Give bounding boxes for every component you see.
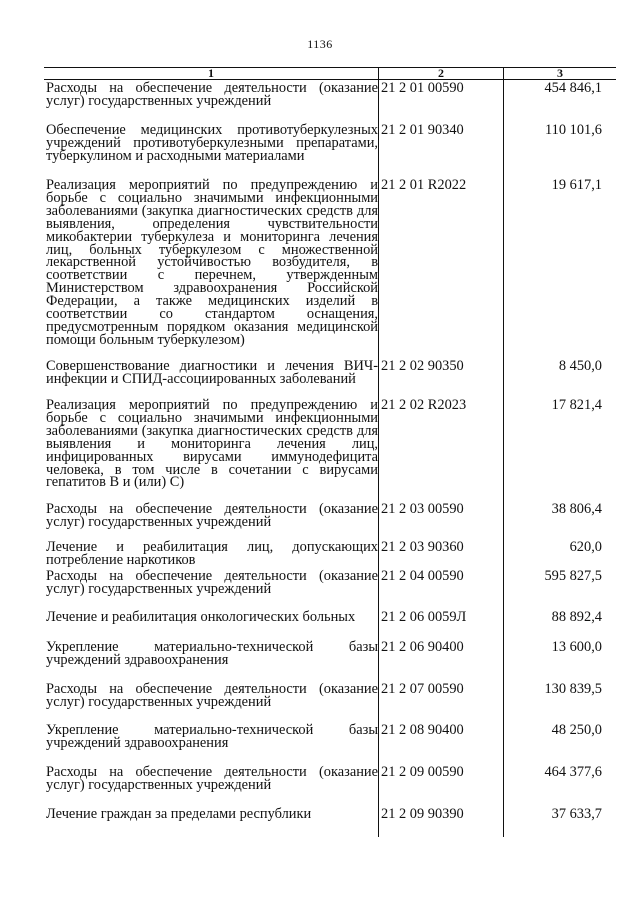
row-name: Лечение и реабилитация онкологических больных xyxy=(46,609,356,625)
row-code: 21 2 03 90360 xyxy=(381,539,464,555)
row-name: Лечение и реабилитация лиц, допускающих потребление наркотиков xyxy=(46,539,378,568)
row-amount: 88 892,4 xyxy=(551,609,602,625)
row-name: Укрепление материально-технической базы учреждений здравоохранения xyxy=(46,639,378,668)
row-name: Совершенствование диагностики и лечения ВИЧ-инфекции и СПИД-ассоциированных заболеваний xyxy=(46,358,378,387)
row-code: 21 2 04 00590 xyxy=(381,568,464,584)
row-name: Расходы на обеспечение деятельности (оказание услуг) государственных учреждений xyxy=(46,568,378,597)
row-name: Лечение граждан за пределами республики xyxy=(46,806,312,822)
row-amount: 130 839,5 xyxy=(544,681,602,697)
row-amount: 17 821,4 xyxy=(551,397,602,413)
row-name: Реализация мероприятий по предупреждению и борьбе с социально значимыми инфекционными заболеваниями (закупка диагностических средств для выявления, определения чувствительности микобактерии туберкулеза и мониторинга лечения лиц, больных туберкулезом с множественной лекарственной устойчивостью возбудителя, в соответствии с перечнем, утвержденным Министерством здравоохранения Российской Федерации, а также медицинских изделий в соответствии со стандартом оснащения, предусмотренным порядком оказания медицинской помощи больным туберкулезом) xyxy=(46,177,378,348)
column-divider-2 xyxy=(503,67,504,837)
row-amount: 13 600,0 xyxy=(551,639,602,655)
row-code: 21 2 02 90350 xyxy=(381,358,464,374)
row-name: Обеспечение медицинских противотуберкулезных учреждений противотуберкулезными препаратами, туберкулином и расходными материалами xyxy=(46,122,378,164)
row-code: 21 2 06 0059Л xyxy=(381,609,467,625)
column-header-code: 2 xyxy=(438,66,444,80)
row-amount: 595 827,5 xyxy=(544,568,602,584)
column-divider-1 xyxy=(378,67,379,837)
row-code: 21 2 07 00590 xyxy=(381,681,464,697)
row-name: Укрепление материально-технической базы учреждений здравоохранения xyxy=(46,722,378,751)
row-code: 21 2 09 90390 xyxy=(381,806,464,822)
row-amount: 38 806,4 xyxy=(551,501,602,517)
row-amount: 110 101,6 xyxy=(544,122,602,138)
row-amount: 620,0 xyxy=(569,539,602,555)
row-code: 21 2 09 00590 xyxy=(381,764,464,780)
row-amount: 19 617,1 xyxy=(551,177,602,193)
row-code: 21 2 01 90340 xyxy=(381,122,464,138)
row-name: Расходы на обеспечение деятельности (оказание услуг) государственных учреждений xyxy=(46,764,378,793)
row-code: 21 2 08 90400 xyxy=(381,722,464,738)
column-header-amount: 3 xyxy=(557,66,563,80)
row-code: 21 2 06 90400 xyxy=(381,639,464,655)
row-amount: 37 633,7 xyxy=(551,806,602,822)
row-name: Расходы на обеспечение деятельности (оказание услуг) государственных учреждений xyxy=(46,681,378,710)
budget-table xyxy=(44,67,616,837)
column-header-name: 1 xyxy=(208,66,214,80)
row-amount: 8 450,0 xyxy=(558,358,602,374)
page-number: 1136 xyxy=(307,37,333,51)
row-amount: 48 250,0 xyxy=(551,722,602,738)
row-code: 21 2 02 R2023 xyxy=(381,397,467,413)
row-amount: 454 846,1 xyxy=(544,80,602,96)
row-name: Расходы на обеспечение деятельности (оказание услуг) государственных учреждений xyxy=(46,80,378,109)
row-amount: 464 377,6 xyxy=(544,764,602,780)
row-name: Расходы на обеспечение деятельности (оказание услуг) государственных учреждений xyxy=(46,501,378,530)
row-name: Реализация мероприятий по предупреждению и борьбе с социально значимыми инфекционными заболеваниями (закупка диагностических средств для выявления и мониторинга лечения лиц, инфицированных вирусами иммунодефицита человека, в том числе в сочетании с вирусами гепатитов B и (или) C) xyxy=(46,397,378,491)
row-code: 21 2 01 00590 xyxy=(381,80,464,96)
row-code: 21 2 01 R2022 xyxy=(381,177,467,193)
row-code: 21 2 03 00590 xyxy=(381,501,464,517)
